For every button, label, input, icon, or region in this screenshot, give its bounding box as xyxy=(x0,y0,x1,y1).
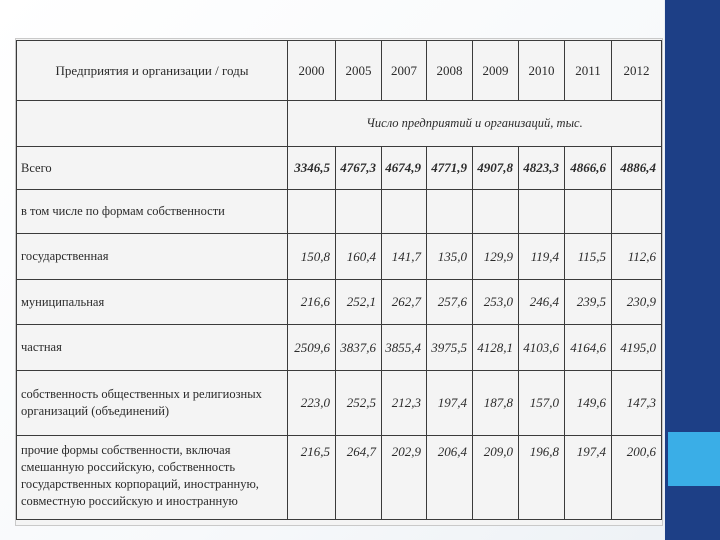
table-cell: 4866,6 xyxy=(565,147,612,190)
table-row xyxy=(17,280,662,325)
table-cell: 4164,6 xyxy=(565,325,612,371)
table-row xyxy=(17,436,662,520)
table-cell: 147,3 xyxy=(612,371,662,436)
header-row xyxy=(17,41,662,101)
table-cell xyxy=(612,190,662,234)
table-cell: 4771,9 xyxy=(427,147,473,190)
table-cell xyxy=(565,190,612,234)
table-cell: 3855,4 xyxy=(382,325,427,371)
table-cell xyxy=(473,190,519,234)
table-cell: 150,8 xyxy=(288,234,336,280)
table-cell: 257,6 xyxy=(427,280,473,325)
empty-cell xyxy=(17,101,288,147)
table-cell: 112,6 xyxy=(612,234,662,280)
table-cell: 216,5 xyxy=(288,436,336,520)
statistics-table xyxy=(16,40,662,520)
table-cell: 253,0 xyxy=(473,280,519,325)
table-cell xyxy=(336,190,382,234)
table-cell: 115,5 xyxy=(565,234,612,280)
table-cell: 119,4 xyxy=(519,234,565,280)
table-cell: 264,7 xyxy=(336,436,382,520)
row-label: муниципальная xyxy=(17,280,288,325)
unit-caption-row xyxy=(17,101,662,147)
table-cell: 197,4 xyxy=(427,371,473,436)
table-cell: 2509,6 xyxy=(288,325,336,371)
table-cell xyxy=(519,190,565,234)
table-cell: 160,4 xyxy=(336,234,382,280)
table-cell: 4823,3 xyxy=(519,147,565,190)
table-cell: 3837,6 xyxy=(336,325,382,371)
table-cell: 4767,3 xyxy=(336,147,382,190)
table-cell: 196,8 xyxy=(519,436,565,520)
row-label: прочие формы собственности, включая смешанную российскую, собственность государственных корпораций, иностранную, совместную российскую и иностранную xyxy=(17,436,288,520)
year-header: 2011 xyxy=(565,41,612,101)
table-cell: 4195,0 xyxy=(612,325,662,371)
year-header: 2009 xyxy=(473,41,519,101)
table-cell: 212,3 xyxy=(382,371,427,436)
year-header: 2012 xyxy=(612,41,662,101)
table-cell: 230,9 xyxy=(612,280,662,325)
table-cell: 206,4 xyxy=(427,436,473,520)
header-label: Предприятия и организации / годы xyxy=(17,41,288,101)
year-header: 2000 xyxy=(288,41,336,101)
table-row xyxy=(17,371,662,436)
table-cell: 239,5 xyxy=(565,280,612,325)
table-cell: 135,0 xyxy=(427,234,473,280)
table-cell: 4128,1 xyxy=(473,325,519,371)
row-label: собственность общественных и религиозных организаций (объединений) xyxy=(17,371,288,436)
table-cell: 149,6 xyxy=(565,371,612,436)
table-cell: 4907,8 xyxy=(473,147,519,190)
table-cell: 202,9 xyxy=(382,436,427,520)
table-cell: 200,6 xyxy=(612,436,662,520)
side-accent-block xyxy=(668,432,720,486)
table-cell: 4886,4 xyxy=(612,147,662,190)
row-label: государственная xyxy=(17,234,288,280)
table-row xyxy=(17,325,662,371)
table-cell: 157,0 xyxy=(519,371,565,436)
table-row xyxy=(17,190,662,234)
unit-caption: Число предприятий и организаций, тыс. xyxy=(288,101,662,147)
table-row xyxy=(17,147,662,190)
table-cell: 4674,9 xyxy=(382,147,427,190)
table-cell: 141,7 xyxy=(382,234,427,280)
row-label: частная xyxy=(17,325,288,371)
year-header: 2008 xyxy=(427,41,473,101)
table-cell: 197,4 xyxy=(565,436,612,520)
table-cell: 129,9 xyxy=(473,234,519,280)
table-cell: 3346,5 xyxy=(288,147,336,190)
year-header: 2005 xyxy=(336,41,382,101)
table-cell xyxy=(427,190,473,234)
table-cell: 252,5 xyxy=(336,371,382,436)
year-header: 2010 xyxy=(519,41,565,101)
table-cell: 3975,5 xyxy=(427,325,473,371)
table-cell: 4103,6 xyxy=(519,325,565,371)
table-cell: 209,0 xyxy=(473,436,519,520)
table-cell: 246,4 xyxy=(519,280,565,325)
table-cell xyxy=(382,190,427,234)
row-label: Всего xyxy=(17,147,288,190)
table-cell: 252,1 xyxy=(336,280,382,325)
table-cell: 216,6 xyxy=(288,280,336,325)
table-cell: 223,0 xyxy=(288,371,336,436)
year-header: 2007 xyxy=(382,41,427,101)
table-row xyxy=(17,234,662,280)
table-cell xyxy=(288,190,336,234)
table-cell: 262,7 xyxy=(382,280,427,325)
table-cell: 187,8 xyxy=(473,371,519,436)
row-label: в том числе по формам собственности xyxy=(17,190,288,234)
